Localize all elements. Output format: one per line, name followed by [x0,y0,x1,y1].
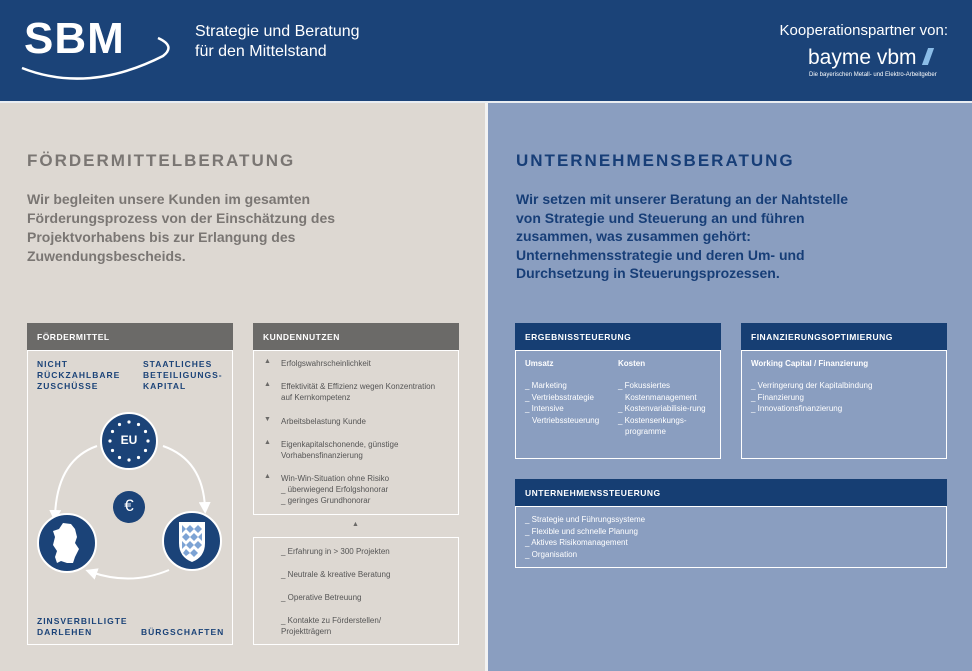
finanzierung-head: Working Capital / Finanzierung [751,359,869,368]
list-item: _ Kostenvariabilisie-rung [618,404,706,413]
list-item: _ Finanzierung [751,392,804,402]
kundennutzen-item: Arbeitsbelastung Kunde [281,417,366,426]
list-item: _ Vertriebsstrategie [525,392,594,402]
kundennutzen-bottom-item: _ Erfahrung in > 300 Projekten [281,547,390,556]
ergebnis-title: ERGEBNISSTEUERUNG [515,323,721,350]
kundennutzen-title: KUNDENNUTZEN [253,323,459,350]
bavaria-circle [162,511,222,571]
right-heading: UNTERNEHMENSBERATUNG [516,151,795,170]
euro-icon: € [124,496,134,515]
kundennutzen-subitem: _ überwiegend Erfolgshonorar [281,485,389,494]
kundennutzen-item: Eigenkapitalschonende, günstige Vorhabensfinanzierung [281,440,399,460]
left-heading: FÖRDERMITTELBERATUNG [27,151,296,170]
up-triangle-icon: ▲ [264,381,271,388]
list-item: _ Strategie und Führungssysteme [525,515,646,524]
kundennutzen-bottom-item: _ Operative Betreuung [281,593,362,602]
partner-logo [808,46,931,70]
kundennutzen-subitem: _ geringes Grundhonorar [281,496,371,505]
ergebnis-col2 [618,380,716,438]
list-item: _ Marketing [525,381,567,390]
unternehmenssteuerung-list [525,514,825,560]
eu-label: EU [120,433,138,447]
foerdermittel-title: FÖRDERMITTEL [27,323,233,350]
euro-circle [113,491,145,523]
down-triangle-icon: ▼ [264,416,271,423]
list-item: _ Innovationsfinanzierung [751,404,843,413]
partner-name: bayme vbm [808,46,917,69]
up-triangle-icon: ▲ [264,439,271,446]
ergebnis-col1 [525,380,615,426]
eu-circle [100,412,158,470]
partner-subtitle: Die bayerischen Metall- und Elektro-Arbeitgeber [809,72,937,78]
panel-divider [485,103,488,671]
finanzierung-title: FINANZIERUNGSOPTIMIERUNG [741,323,947,350]
list-item: _ Verringerung der Kapitalbindung [751,381,873,390]
right-intro: Wir setzen mit unserer Beratung an der Nahtstelle von Strategie und Steuerung an und führen zusammen, was zusammen gehört: Unternehmensstrategie und deren Um- und Durchsetzung in Steuerungsprozessen. [516,191,849,281]
bavaria-crest-icon [164,513,220,569]
up-triangle-icon: ▲ [264,358,271,365]
up-triangle-icon: ▲ [352,521,359,528]
kundennutzen-bottom-item: _ Neutrale & kreative Beratung [281,570,391,579]
label-darlehen: ZINSVERBILLIGTE DARLEHEN [37,616,128,637]
germany-map-icon [39,515,95,571]
list-item: _ Kostensenkungs-programme [618,415,687,436]
kundennutzen-item: Win-Win-Situation ohne Risiko [281,474,390,483]
tagline [195,22,360,62]
label-buergschaften: BÜRGSCHAFTEN [141,627,225,637]
list-item: _ Flexible und schnelle Planung [525,526,638,536]
sbm-logo: SBM [24,14,125,63]
germany-circle [37,513,97,573]
tagline-line1: Strategie und Beratung [195,23,360,40]
list-item: _ Intensive Vertriebssteuerung [525,404,600,425]
finanzierung-list [751,380,941,415]
tagline-line2: für den Mittelstand [195,43,327,60]
partner-label: Kooperationspartner von: [779,22,948,39]
list-item: _ Aktives Risikomanagement [525,538,628,547]
up-triangle-icon: ▲ [264,473,271,480]
kundennutzen-item: Effektivität & Effizienz wegen Konzentration auf Kernkompetenz [281,382,436,402]
label-zuschuesse: NICHT RÜCKZAHLBARE ZUSCHÜSSE [37,359,121,391]
unternehmenssteuerung-title: UNTERNEHMENSSTEUERUNG [515,479,947,506]
list-item: _ Organisation [525,549,578,559]
ergebnis-col2-head: Kosten [618,359,646,368]
kundennutzen-bottom-item: _ Kontakte zu Förderstellen/ Projektträgern [281,616,382,636]
label-beteiligungskapital: STAATLICHES BETEILIGUNGS-KAPITAL [143,359,223,391]
left-intro: Wir begleiten unsere Kunden im gesamten Förderungsprozess von der Einschätzung des Projektvorhabens bis zur Erlangung des Zuwendungsbescheids. [27,191,336,264]
ergebnis-col1-head: Umsatz [525,359,554,368]
list-item: _ Fokussiertes Kostenmanagement [618,381,697,402]
kundennutzen-item: Erfolgswahrscheinlichkeit [281,359,371,368]
